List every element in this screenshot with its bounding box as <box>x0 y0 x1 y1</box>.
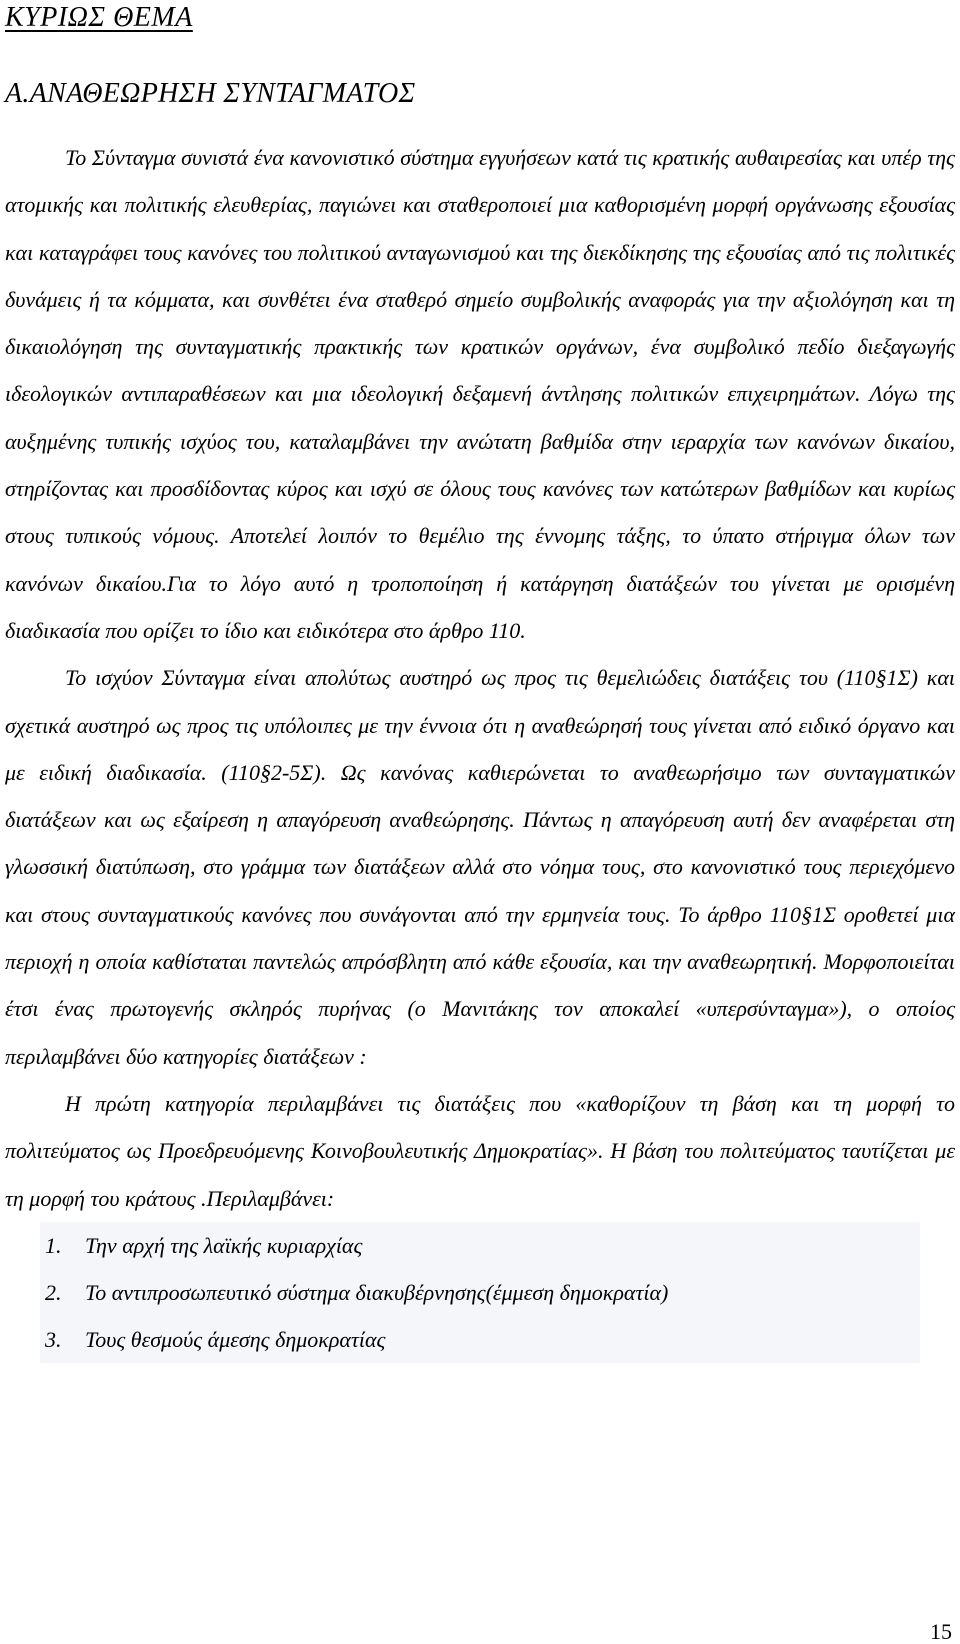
paragraph-1: Το Σύνταγμα συνιστά ένα κανονιστικό σύστημα εγγυήσεων κατά τις κρατικής αυθαιρεσίας και υπέρ της ατομικής και πολιτικής ελευθερίας, παγιώνει και σταθεροποιεί μια καθορισμένη μορφή οργάνωσης εξουσίας και καταγράφει τους κανόνες του πολιτικού ανταγωνισμού και της διεκδίκησης της εξουσίας από τις πολιτικές δυνάμεις ή τα κόμματα, και συνθέτει ένα σταθερό σημείο συμβολικής αναφοράς για την αξιολόγηση και τη δικαιολόγηση της συνταγματικής πρακτικής των κρατικών οργάνων, ένα συμβολικό πεδίο διεξαγωγής ιδεολογικών αντιπαραθέσεων και μια ιδεολογική δεξαμενή άντλησης πολιτικών επιχειρημάτων. Λόγω της αυξημένης τυπικής ισχύος του, καταλαμβάνει την ανώτατη βαθμίδα στην ιεραρχία των κανόνων δικαίου, στηρίζοντας και προσδίδοντας κύρος και ισχύ σε όλους τους κανόνες των κατώτερων βαθμίδων και κυρίως στους τυπικούς νόμους. Αποτελεί λοιπόν το θεμέλιο της έννομης τάξης, το ύπατο στήριγμα όλων των κανόνων δικαίου.Για το λόγο αυτό η τροποποίηση ή κατάργηση διατάξεών του γίνεται με ορισμένη διαδικασία που ορίζει το ίδιο και ειδικότερα στο άρθρο 110. <box>5 145 955 643</box>
page-number: 15 <box>930 1619 952 1644</box>
list-item-number: 2. <box>45 1279 62 1305</box>
list-item-number: 1. <box>45 1232 62 1258</box>
list-item-text: Το αντιπροσωπευτικό σύστημα διακυβέρνησης(έμμεση δημοκρατία) <box>85 1279 669 1305</box>
list-item-number: 3. <box>45 1326 62 1352</box>
list-item <box>40 1222 920 1269</box>
list-item-text: Την αρχή της λαϊκής κυριαρχίας <box>85 1232 363 1258</box>
main-title: ΚΥΡΙΩΣ ΘΕΜΑ <box>5 2 193 33</box>
section-heading: Α.ΑΝΑΘΕΩΡΗΣΗ ΣΥΝΤΑΓΜΑΤΟΣ <box>5 78 416 109</box>
list-item <box>40 1269 920 1316</box>
paragraph-3: Η πρώτη κατηγορία περιλαμβάνει τις διατάξεις που «καθορίζουν τη βάση και τη μορφή το πολιτεύματος ως Προεδρευόμενης Κοινοβουλευτικής Δημοκρατίας». Η βάση του πολιτεύματος ταυτίζεται με τη μορφή του κράτους .Περιλαμβάνει: <box>5 1090 955 1211</box>
numbered-list <box>40 1222 920 1363</box>
document-page <box>5 0 955 1363</box>
list-item-text: Τους θεσμούς άμεσης δημοκρατίας <box>85 1326 386 1352</box>
paragraph-2: Το ισχύον Σύνταγμα είναι απολύτως αυστηρό ως προς τις θεμελιώδεις διατάξεις του (110§1Σ) και σχετικά αυστηρό ως προς τις υπόλοιπες με την έννοια ότι η αναθεώρησή τους γίνεται από ειδικό όργανο και με ειδική διαδικασία. (110§2-5Σ). Ως κανόνας καθιερώνεται το αναθεωρήσιμο των συνταγματικών διατάξεων και ως εξαίρεση η απαγόρευση αναθεώρησης. Πάντως η απαγόρευση αυτή δεν αναφέρεται στη γλωσσική διατύπωση, στο γράμμα των διατάξεων αλλά στο νόημα τους, στο κανονιστικό τους περιεχόμενο και στους συνταγματικούς κανόνες που συνάγονται από την ερμηνεία τους. Το άρθρο 110§1Σ οροθετεί μια περιοχή η οποία καθίσταται παντελώς απρόσβλητη από κάθε εξουσία, και την αναθεωρητική. Μορφοποιείται έτσι ένας πρωτογενής σκληρός πυρήνας (ο Μανιτάκης τον αποκαλεί «υπερσύνταγμα»), ο οποίος περιλαμβάνει δύο κατηγορίες διατάξεων : <box>5 665 955 1069</box>
list-item <box>40 1316 920 1363</box>
